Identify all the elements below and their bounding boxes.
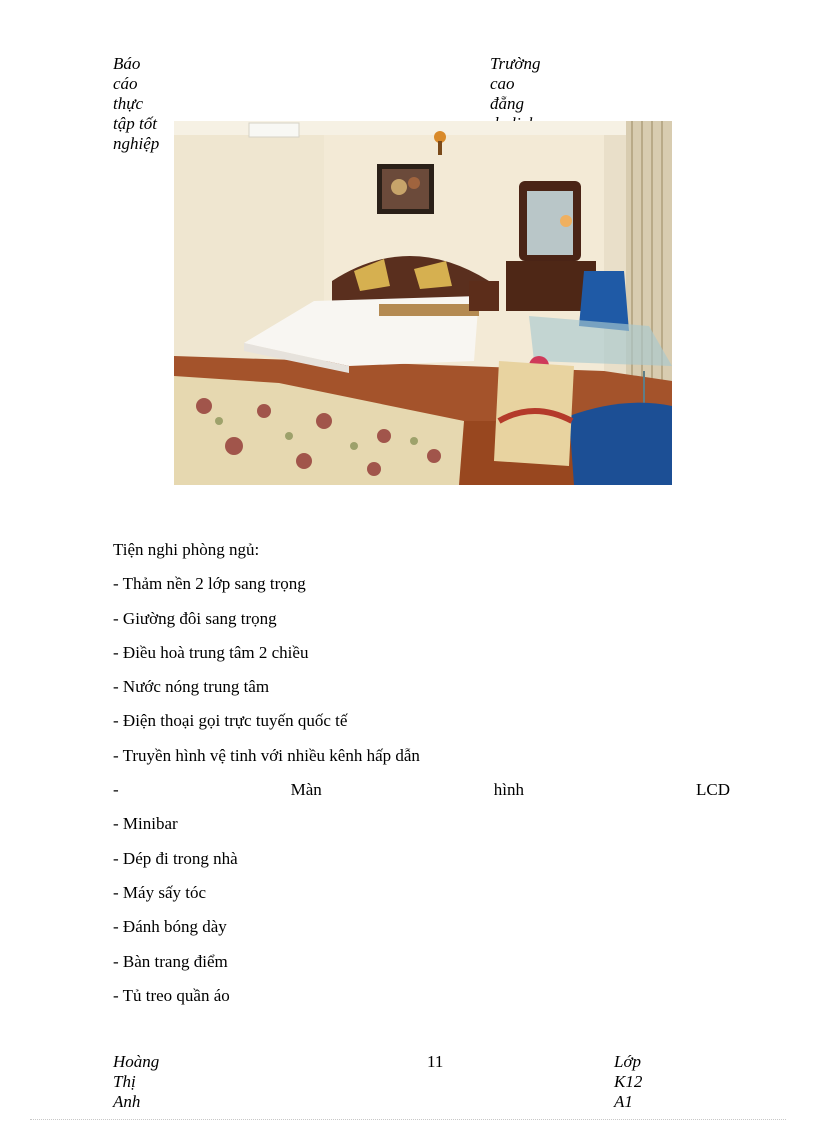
list-item: - Thảm nền 2 lớp sang trọng bbox=[113, 574, 306, 594]
list-item: - Điều hoà trung tâm 2 chiều bbox=[113, 642, 309, 662]
amenities-list bbox=[113, 533, 730, 1013]
list-item: - Truyền hình vệ tinh với nhiều kênh hấp dẫn bbox=[113, 745, 420, 765]
lcd-word: hình bbox=[493, 780, 525, 800]
lcd-word: Màn bbox=[290, 780, 322, 800]
list-item: - Minibar bbox=[113, 814, 178, 834]
bedroom-photo bbox=[174, 121, 672, 485]
footer-author: Hoàng Thị Anh bbox=[113, 1052, 160, 1111]
header-school-name: Trường cao đẵng bbox=[490, 54, 541, 113]
lcd-word: LCD bbox=[695, 780, 730, 800]
list-item: - Bàn trang điểm bbox=[113, 951, 228, 971]
lcd-dash: - bbox=[113, 780, 119, 800]
page-number: 11 bbox=[427, 1052, 444, 1071]
list-item: - Máy sấy tóc bbox=[113, 882, 207, 902]
list-item-lcd bbox=[113, 773, 730, 807]
amenities-intro: Tiện nghi phòng ngủ: bbox=[113, 540, 260, 559]
page-bottom-rule bbox=[30, 1119, 786, 1120]
list-item: - Nước nóng trung tâm bbox=[113, 677, 270, 697]
bedroom-illustration bbox=[174, 121, 672, 485]
list-item: - Đánh bóng dày bbox=[113, 917, 227, 937]
header-report-title: Báo cáo thực tập tốt nghiệp bbox=[113, 54, 160, 153]
list-item: - Giường đôi sang trọng bbox=[113, 608, 277, 628]
list-item: - Tủ treo quần áo bbox=[113, 985, 230, 1005]
footer-class: Lớp K12 A1 bbox=[614, 1052, 643, 1111]
list-item: - Dép đi trong nhà bbox=[113, 848, 238, 868]
list-item: - Điện thoại gọi trực tuyến quốc tế bbox=[113, 711, 348, 731]
